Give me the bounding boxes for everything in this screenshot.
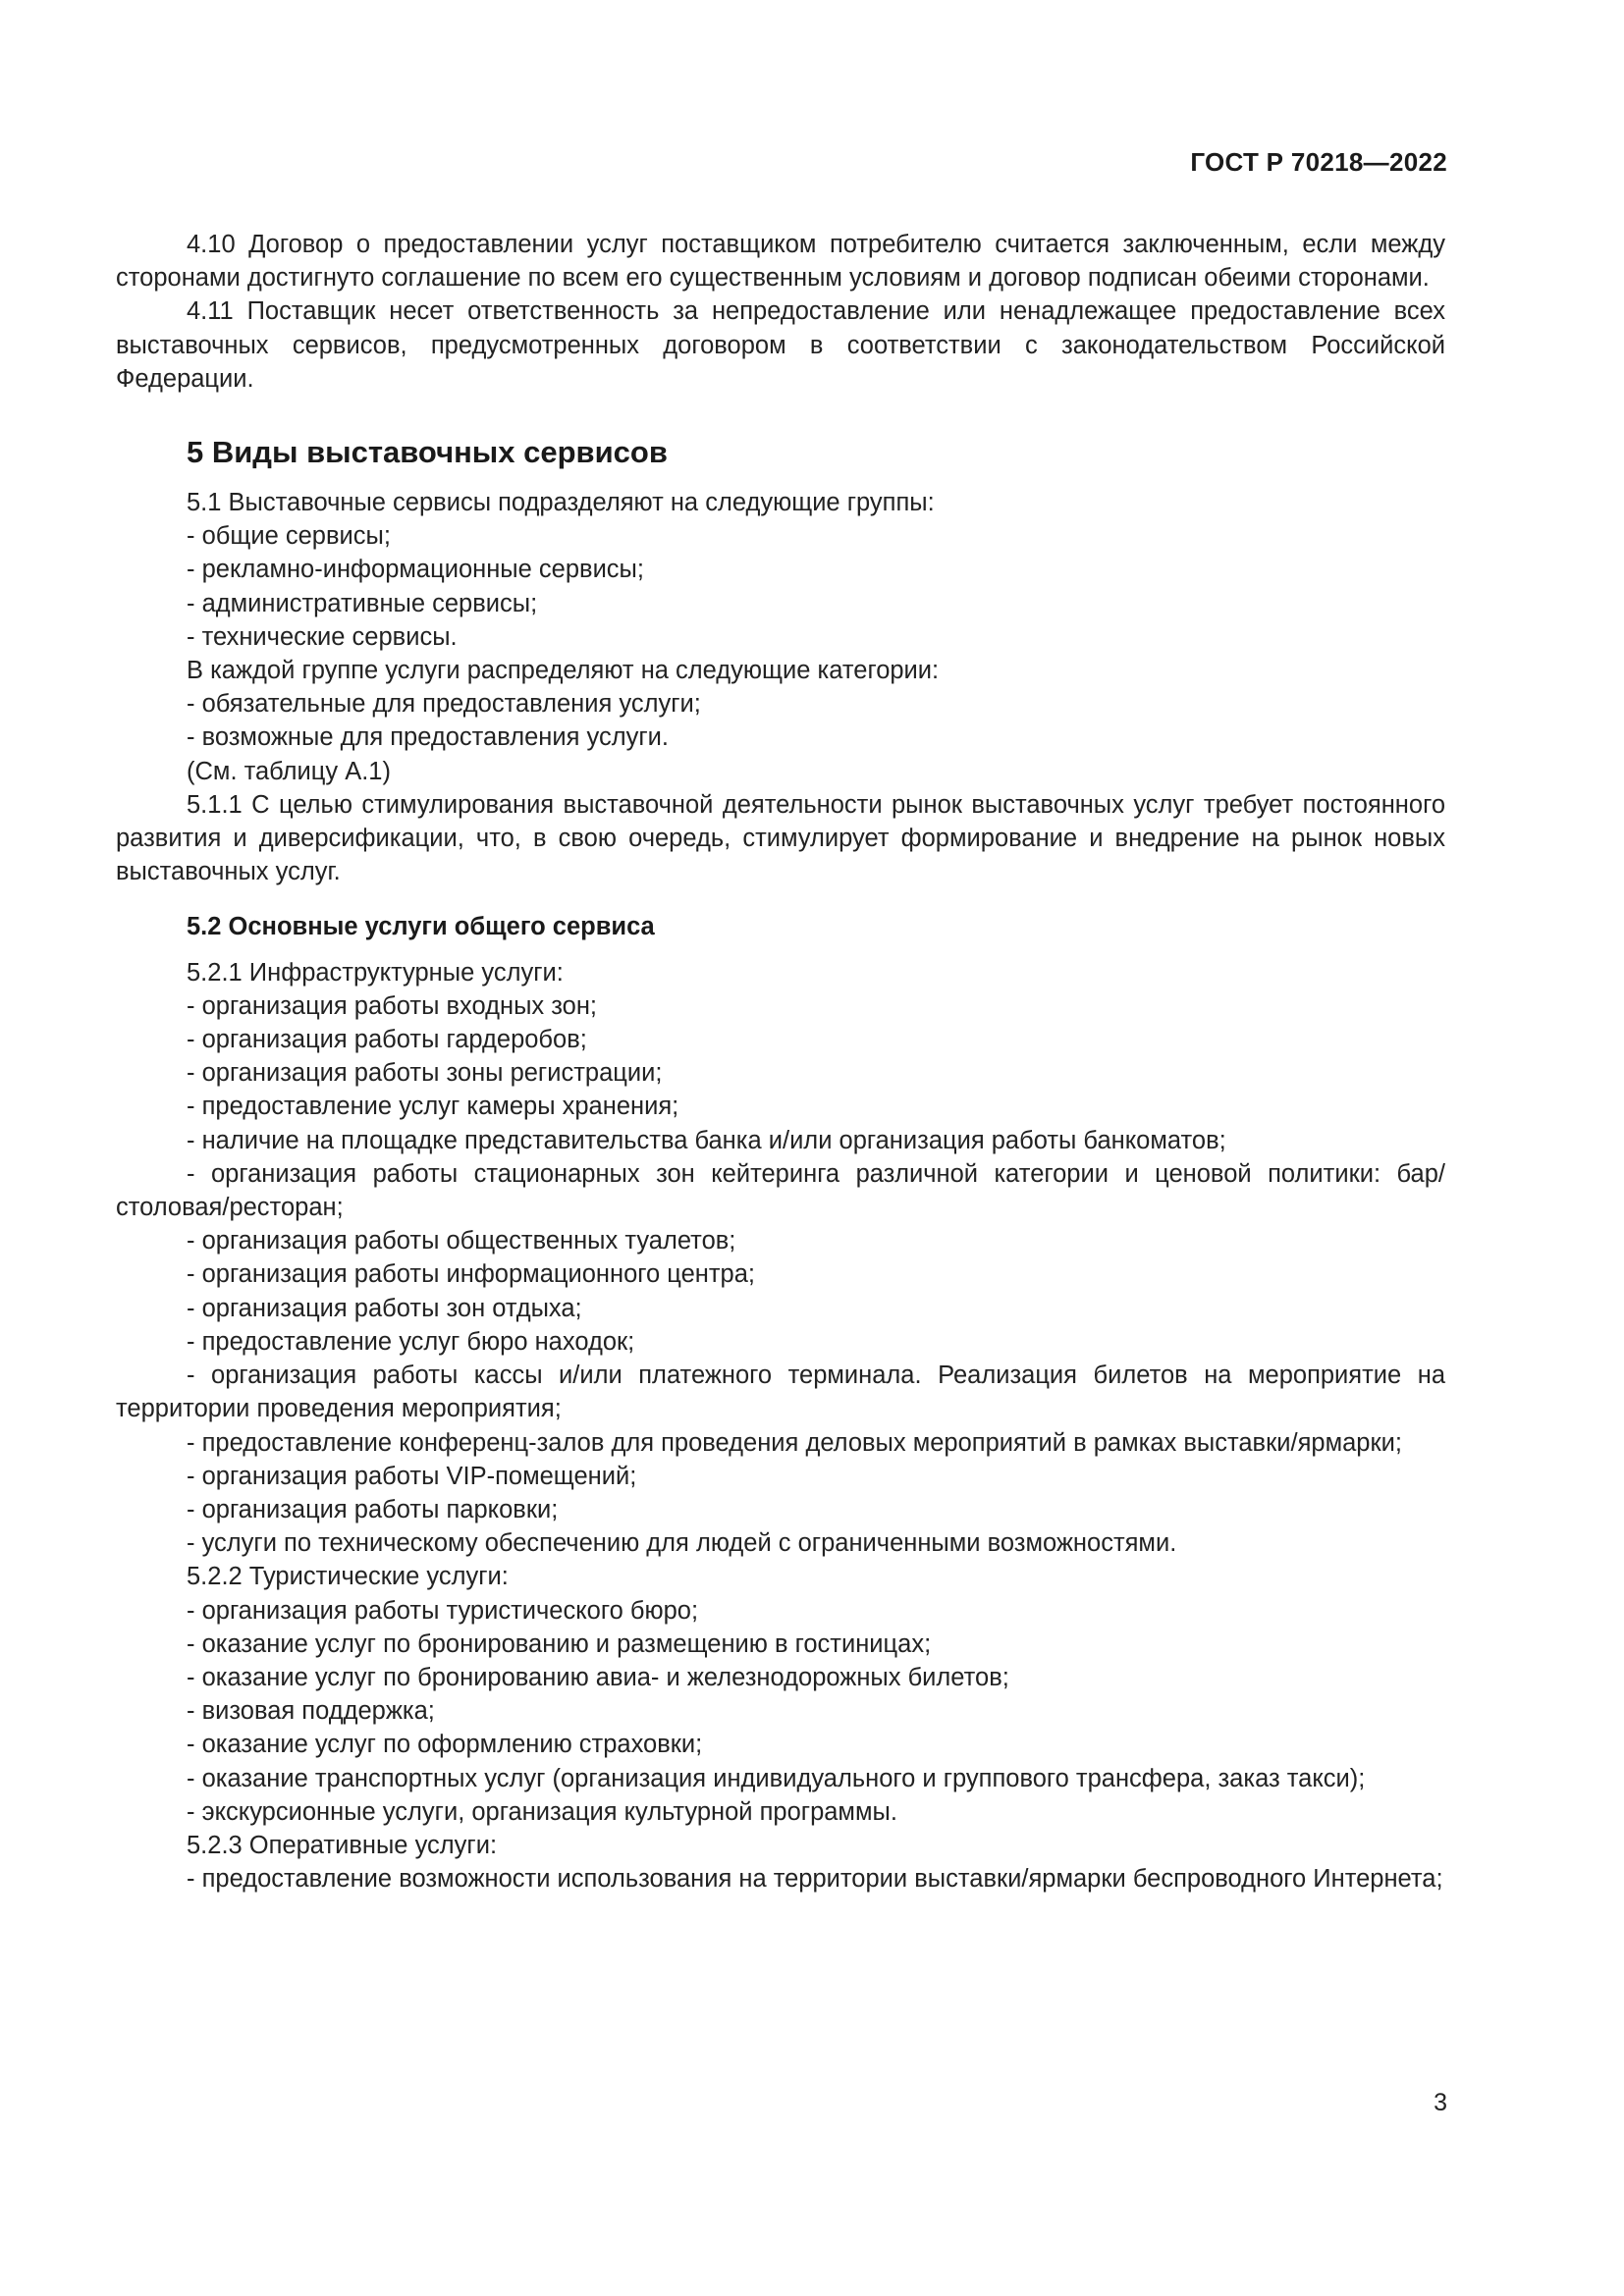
list-item: - наличие на площадке представительства банка и/или организация работы банкоматов; xyxy=(187,1126,1226,1154)
list-item: - оказание транспортных услуг (организация индивидуального и группового трансфера, заказ такси); xyxy=(187,1764,1366,1792)
list-item: - предоставление возможности использования на территории выставки/ярмарки беспроводного Интернета; xyxy=(187,1865,1443,1894)
page-content xyxy=(116,228,1445,1896)
list-item: - визовая поддержка; xyxy=(187,1697,435,1726)
list-item: - организация работы кассы и/или платежного терминала. Реализация билетов на мероприятие на территории проведения мероприятия; xyxy=(116,1362,1445,1423)
list-item: - организация работы VIP-помещений; xyxy=(187,1462,637,1490)
list-item: - организация работы информационного центра; xyxy=(187,1260,755,1289)
paragraph-5-1-1: 5.1.1 С целью стимулирования выставочной деятельности рынок выставочных услуг требует постоянного развития и диверсификации, что, в свою очередь, стимулирует формирование и внедрение на рынок новых выставочных услуг. xyxy=(116,790,1445,886)
categories-intro: В каждой группе услуги распределяют на следующие категории: xyxy=(187,657,940,685)
paragraph-5-2-2: 5.2.2 Туристические услуги: xyxy=(187,1563,509,1591)
page-number: 3 xyxy=(1434,2089,1447,2116)
list-item: - рекламно-информационные сервисы; xyxy=(187,556,644,584)
list-item: - предоставление услуг камеры хранения; xyxy=(187,1093,679,1121)
list-item: - услуги по техническому обеспечению для людей с ограниченными возможностями. xyxy=(187,1529,1177,1558)
list-item: - организация работы парковки; xyxy=(187,1495,559,1523)
list-item: - организация работы общественных туалетов; xyxy=(187,1227,736,1255)
list-item: - экскурсионные услуги, организация культурной программы. xyxy=(187,1797,897,1826)
paragraph-5-1: 5.1 Выставочные сервисы подразделяют на следующие группы: xyxy=(187,489,935,517)
list-item: - предоставление конференц-залов для проведения деловых мероприятий в рамках выставки/ярмарки; xyxy=(187,1428,1402,1457)
list-item: - организация работы зоны регистрации; xyxy=(187,1059,663,1088)
paragraph-4-11: 4.11 Поставщик несет ответственность за непредоставление или ненадлежащее предоставление всех выставочных сервисов, предусмотренных договором в соответствии с законодательством Российской Федерации. xyxy=(116,297,1445,393)
list-item: - оказание услуг по оформлению страховки; xyxy=(187,1731,703,1759)
list-item: - технические сервисы. xyxy=(187,622,458,651)
list-item: - организация работы туристического бюро; xyxy=(187,1596,699,1625)
paragraph-5-2-3: 5.2.3 Оперативные услуги: xyxy=(187,1831,498,1859)
paragraph-4-10: 4.10 Договор о предоставлении услуг поставщиком потребителю считается заключенным, если между сторонами достигнуто соглашение по всем его существенным условиям и договор подписан обеими сторонами. xyxy=(116,231,1445,293)
list-item: - организация работы стационарных зон кейтеринга различной категории и ценовой политики: бар/столовая/ресторан; xyxy=(116,1159,1445,1222)
list-item: - оказание услуг по бронированию и размещению в гостиницах; xyxy=(187,1629,932,1658)
list-item: - обязательные для предоставления услуги; xyxy=(187,690,701,719)
list-item: - административные сервисы; xyxy=(187,589,538,617)
list-item: - организация работы гардеробов; xyxy=(187,1026,587,1054)
table-reference: (См. таблицу А.1) xyxy=(187,757,391,785)
list-item: - общие сервисы; xyxy=(187,522,391,551)
list-item: - организация работы входных зон; xyxy=(187,991,597,1020)
list-item: - предоставление услуг бюро находок; xyxy=(187,1327,635,1356)
section-5-2-title: 5.2 Основные услуги общего сервиса xyxy=(187,913,655,941)
list-item: - оказание услуг по бронированию авиа- и железнодорожных билетов; xyxy=(187,1663,1009,1691)
paragraph-5-2-1: 5.2.1 Инфраструктурные услуги: xyxy=(187,958,564,987)
list-item: - организация работы зон отдыха; xyxy=(187,1294,582,1322)
section-5-title: 5 Виды выставочных сервисов xyxy=(187,435,668,470)
document-code: ГОСТ Р 70218—2022 xyxy=(1190,147,1447,177)
list-item: - возможные для предоставления услуги. xyxy=(187,723,669,752)
